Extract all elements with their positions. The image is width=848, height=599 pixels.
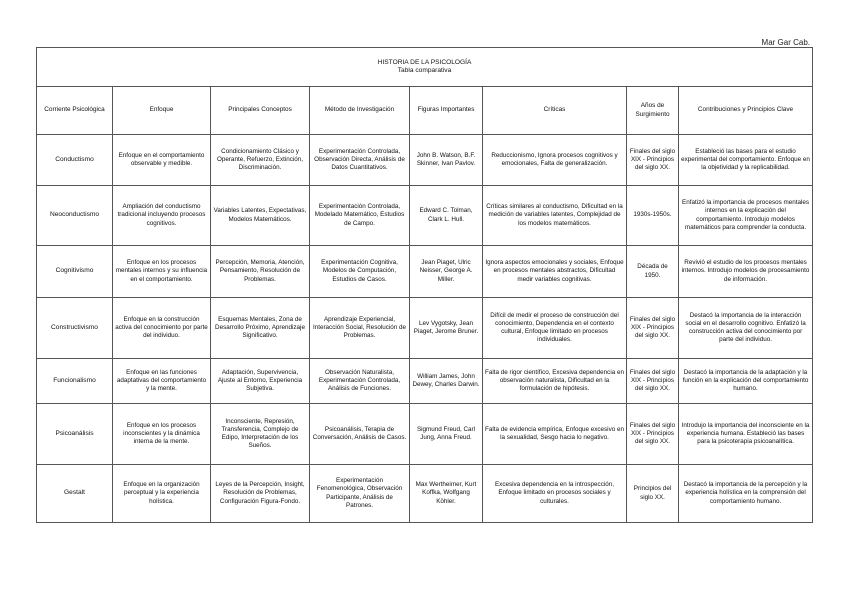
header-contributions: Contribuciones y Principios Clave <box>679 87 813 135</box>
cell-concepts: Leyes de la Percepción, Insight, Resolución de Problemas, Configuración Figura-Fondo. <box>211 465 310 523</box>
table-title: HISTORIA DE LA PSICOLOGÍA <box>377 58 472 66</box>
cell-focus: Enfoque en los procesos mentales internos y su influencia en el comportamiento. <box>113 246 211 298</box>
table-row <box>37 404 813 465</box>
table-row <box>37 135 813 186</box>
comparison-table-container <box>36 47 812 523</box>
cell-concepts: Inconsciente, Represión, Transferencia, Complejo de Edipo, Interpretación de los Sueños. <box>211 404 310 465</box>
cell-contributions: Enfatizó la importancia de procesos mentales internos en la explicación del comportamiento. Introdujo modelos matemáticos para comprender la conducta. <box>679 186 813 246</box>
cell-focus: Ampliación del conductismo tradicional incluyendo procesos cognitivos. <box>113 186 211 246</box>
cell-critics: Falta de evidencia empírica, Enfoque excesivo en la sexualidad, Sesgo hacia lo negativo. <box>483 404 627 465</box>
cell-method: Experimentación Fenomenológica, Observación Participante, Análisis de Patrones. <box>310 465 410 523</box>
cell-concepts: Variables Latentes, Expectativas, Modelos Matemáticos. <box>211 186 310 246</box>
cell-contributions: Destacó la importancia de la interacción social en el desarrollo cognitivo. Enfatizó la construcción activa del conocimiento por parte del individuo. <box>679 298 813 359</box>
cell-critics: Ignora aspectos emocionales y sociales, Enfoque en procesos mentales abstractos, Dificultad medir variables cognitivas. <box>483 246 627 298</box>
table-title-cell <box>37 48 813 87</box>
cell-contributions: Estableció las bases para el estudio experimental del comportamiento. Enfoque en la objetividad y la replicabilidad. <box>679 135 813 186</box>
cell-school: Funcionalismo <box>37 359 113 404</box>
cell-figures: John B. Watson, B.F. Skinner, Ivan Pavlov. <box>410 135 483 186</box>
table-row <box>37 465 813 523</box>
cell-school: Constructivismo <box>37 298 113 359</box>
cell-method: Experimentación Cognitiva, Modelos de Computación, Estudios de Casos. <box>310 246 410 298</box>
cell-method: Aprendizaje Experiencial, Interacción Social, Resolución de Problemas. <box>310 298 410 359</box>
cell-method: Experimentación Controlada, Modelado Matemático, Estudios de Campo. <box>310 186 410 246</box>
cell-years: 1930s-1950s. <box>627 186 679 246</box>
cell-concepts: Condicionamiento Clásico y Operante, Refuerzo, Extinción, Discriminación. <box>211 135 310 186</box>
header-school: Corriente Psicológica <box>37 87 113 135</box>
cell-concepts: Esquemas Mentales, Zona de Desarrollo Próximo, Aprendizaje Significativo. <box>211 298 310 359</box>
cell-contributions: Introdujo la importancia del inconsciente en la experiencia humana. Estableció las bases para la psicoterapia psicoanalítica. <box>679 404 813 465</box>
cell-focus: Enfoque en la construcción activa del conocimiento por parte del individuo. <box>113 298 211 359</box>
header-focus: Enfoque <box>113 87 211 135</box>
cell-critics: Falta de rigor científico, Excesiva dependencia en observación naturalista, Dificultad en la formulación de hipótesis. <box>483 359 627 404</box>
cell-years: Finales del siglo XIX - Principios del siglo XX. <box>627 135 679 186</box>
cell-figures: William James, John Dewey, Charles Darwin. <box>410 359 483 404</box>
cell-focus: Enfoque en los procesos inconscientes y la dinámica interna de la mente. <box>113 404 211 465</box>
cell-school: Conductismo <box>37 135 113 186</box>
cell-school: Cognitivismo <box>37 246 113 298</box>
cell-concepts: Adaptación, Supervivencia, Ajuste al Entorno, Experiencia Subjetiva. <box>211 359 310 404</box>
cell-contributions: Revivió el estudio de los procesos mentales internos. Introdujo modelos de procesamiento de información. <box>679 246 813 298</box>
comparison-table <box>36 47 813 523</box>
header-critics: Críticas <box>483 87 627 135</box>
cell-concepts: Percepción, Memoria, Atención, Pensamiento, Resolución de Problemas. <box>211 246 310 298</box>
cell-figures: Edward C. Tolman, Clark L. Hull. <box>410 186 483 246</box>
cell-figures: Lev Vygotsky, Jean Piaget, Jerome Bruner. <box>410 298 483 359</box>
cell-school: Neoconductismo <box>37 186 113 246</box>
header-concepts: Principales Conceptos <box>211 87 310 135</box>
header-method: Método de Investigación <box>310 87 410 135</box>
cell-school: Psicoanálisis <box>37 404 113 465</box>
table-row <box>37 186 813 246</box>
table-row <box>37 298 813 359</box>
cell-critics: Excesiva dependencia en la introspección, Enfoque limitado en procesos sociales y culturales. <box>483 465 627 523</box>
cell-focus: Enfoque en el comportamiento observable y medible. <box>113 135 211 186</box>
title-row <box>37 48 813 87</box>
cell-critics: Difícil de medir el proceso de construcción del conocimiento, Dependencia en el contexto cultural, Enfoque limitado en procesos individuales. <box>483 298 627 359</box>
cell-method: Observación Naturalista, Experimentación Controlada, Análisis de Funciones. <box>310 359 410 404</box>
author-signature: Mar Gar Cab. <box>761 38 810 47</box>
cell-focus: Enfoque en la organización perceptual y la experiencia holística. <box>113 465 211 523</box>
cell-figures: Sigmund Freud, Carl Jung, Anna Freud. <box>410 404 483 465</box>
header-row <box>37 87 813 135</box>
table-row <box>37 246 813 298</box>
table-row <box>37 359 813 404</box>
cell-focus: Enfoque en las funciones adaptativas del comportamiento y la mente. <box>113 359 211 404</box>
cell-figures: Jean Piaget, Ulric Neisser, George A. Miller. <box>410 246 483 298</box>
cell-school: Gestalt <box>37 465 113 523</box>
cell-method: Experimentación Controlada, Observación Directa, Análisis de Datos Cuantitativos. <box>310 135 410 186</box>
cell-method: Psicoanálisis, Terapia de Conversación, Análisis de Casos. <box>310 404 410 465</box>
cell-figures: Max Wertheimer, Kurt Koffka, Wolfgang Köhler. <box>410 465 483 523</box>
table-subtitle: Tabla comparativa <box>397 67 452 74</box>
header-figures: Figuras Importantes <box>410 87 483 135</box>
cell-critics: Críticas similares al conductismo, Dificultad en la medición de variables latentes, Complejidad de los modelos matemáticos. <box>483 186 627 246</box>
header-years: Años de Surgimiento <box>627 87 679 135</box>
cell-years: Finales del siglo XIX - Principios del siglo XX. <box>627 404 679 465</box>
cell-critics: Reduccionismo, Ignora procesos cognitivos y emocionales, Falta de generalización. <box>483 135 627 186</box>
cell-years: Principios del siglo XX. <box>627 465 679 523</box>
cell-contributions: Destacó la importancia de la percepción y la experiencia holística en la comprensión del comportamiento humano. <box>679 465 813 523</box>
cell-years: Finales del siglo XIX - Principios del siglo XX. <box>627 359 679 404</box>
cell-years: Finales del siglo XIX - Principios del siglo XX. <box>627 298 679 359</box>
cell-years: Década de 1950. <box>627 246 679 298</box>
cell-contributions: Destacó la importancia de la adaptación y la función en la explicación del comportamiento humano. <box>679 359 813 404</box>
